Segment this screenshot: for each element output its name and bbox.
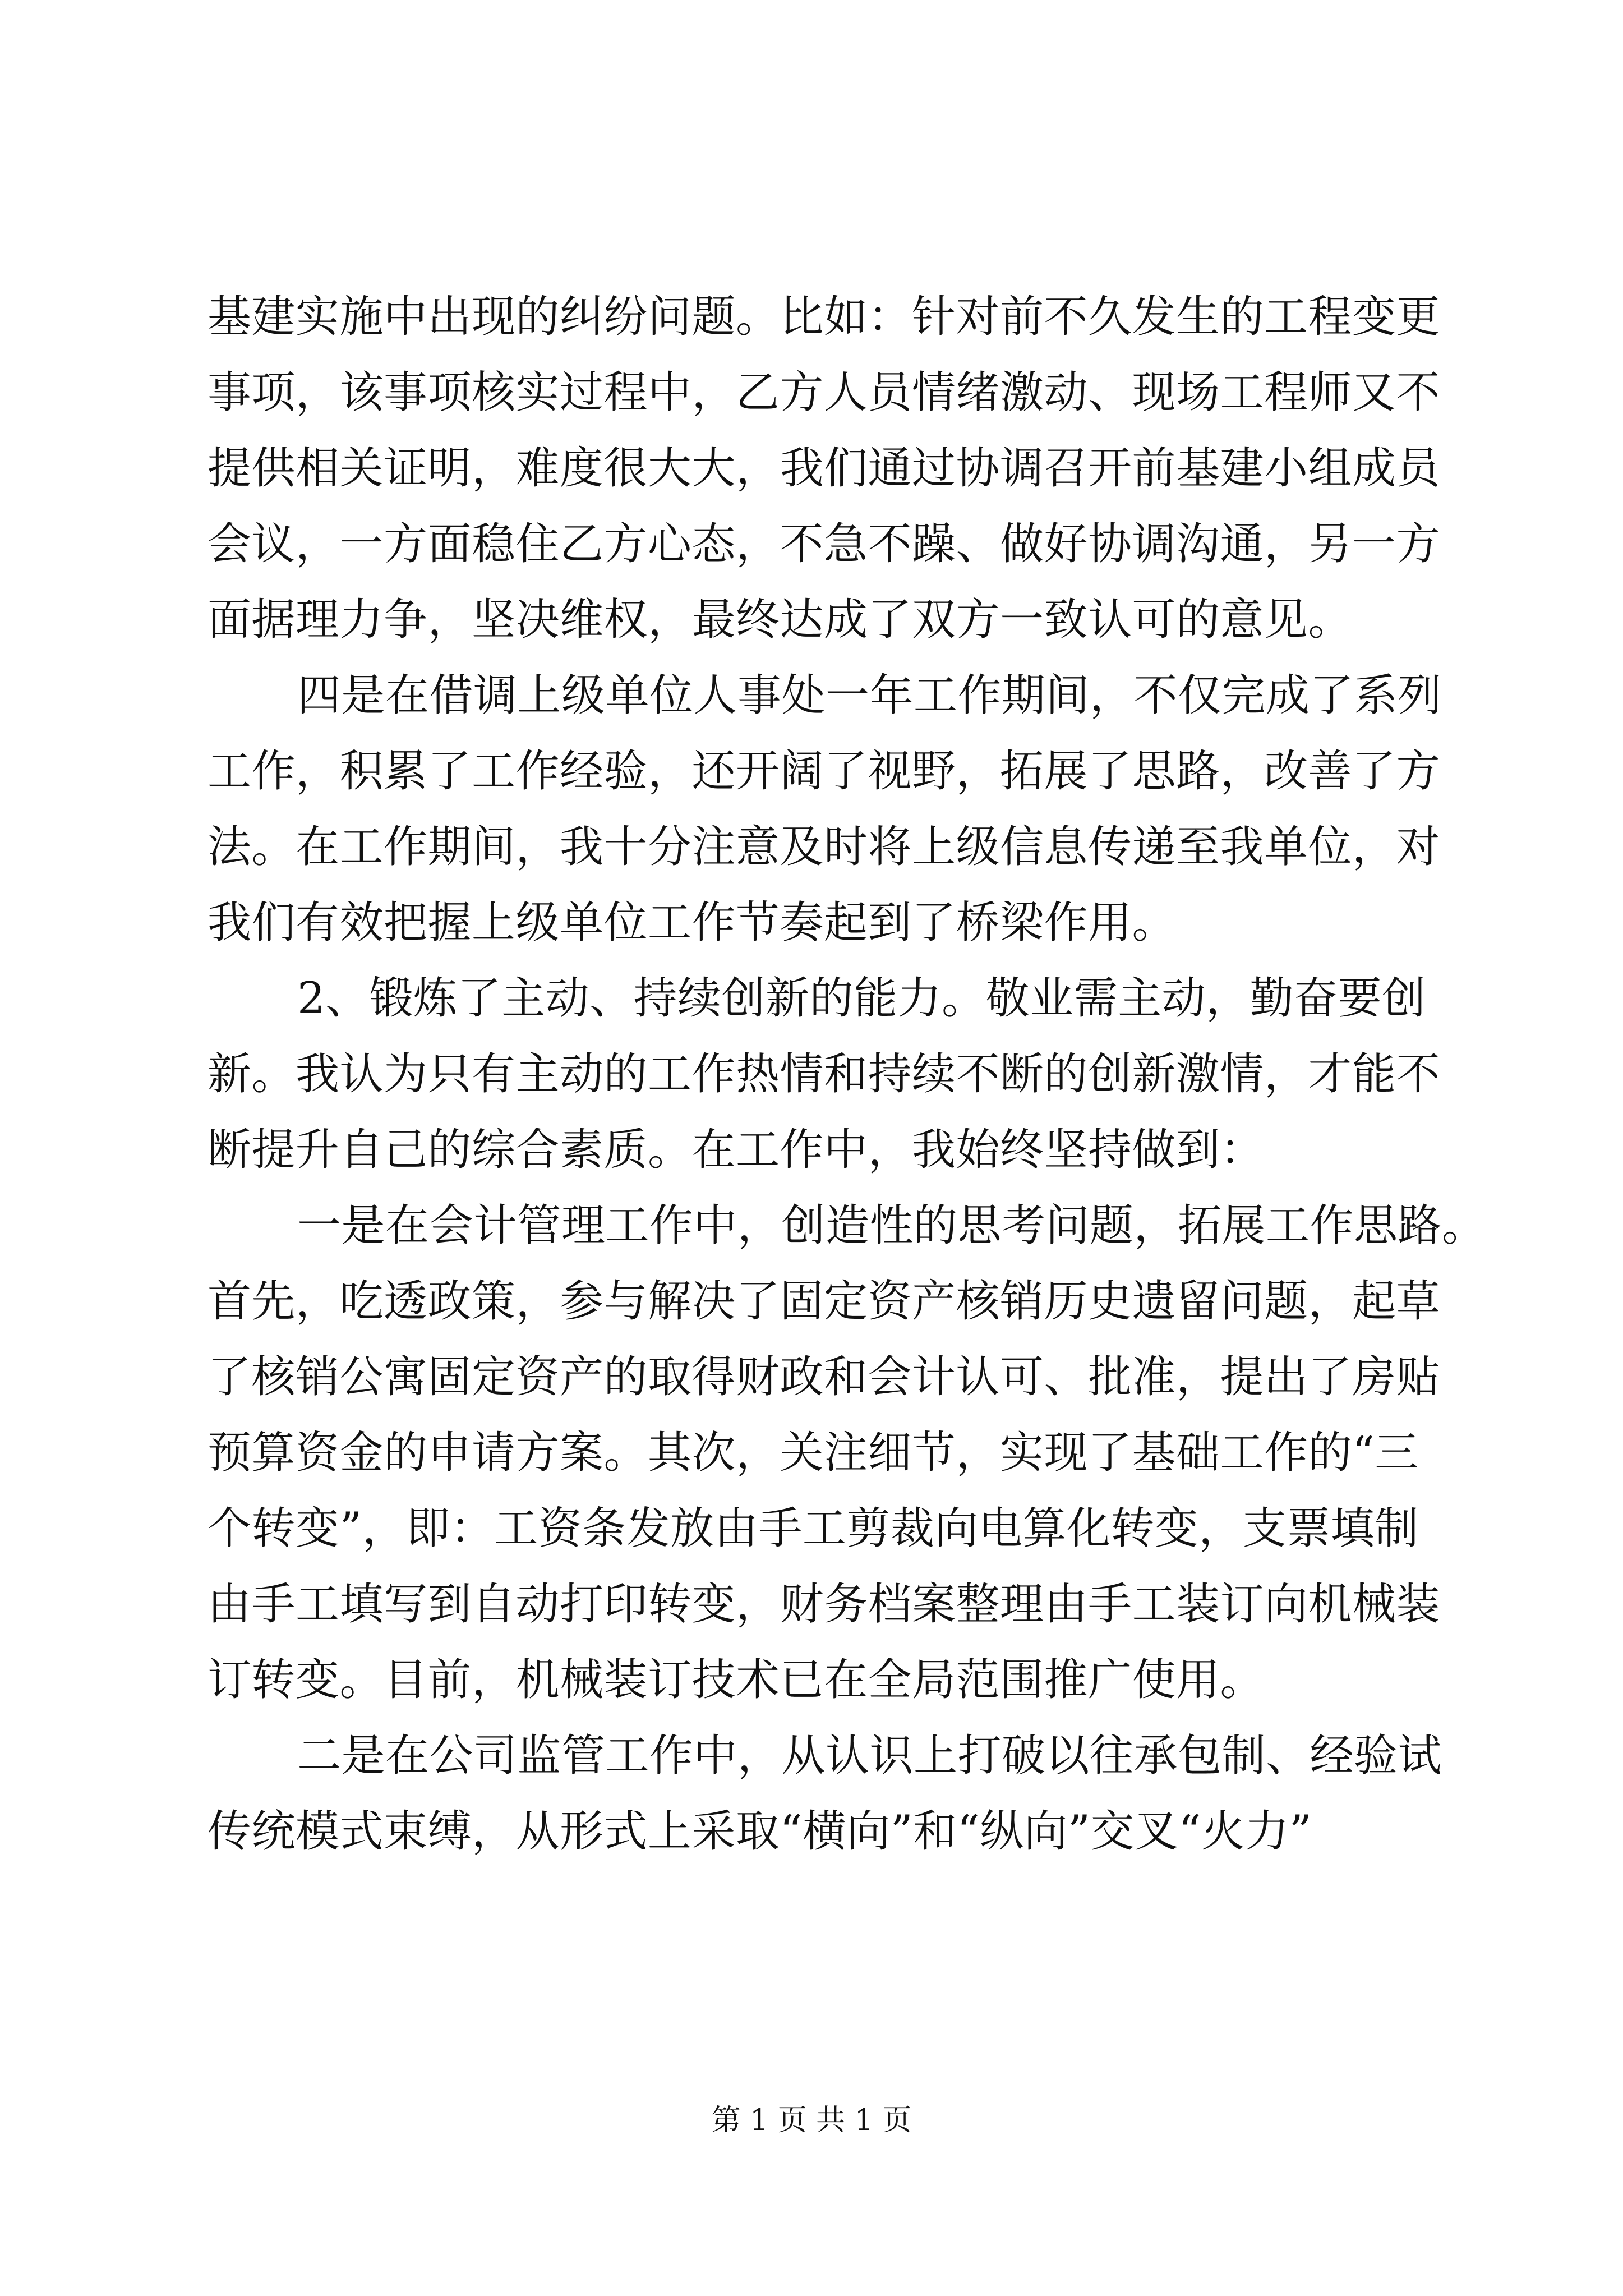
text-line: 基建实施中出现的纠纷问题。比如：针对前不久发生的工程变更 (208, 292, 1441, 342)
text-line: 新。我认为只有主动的工作热情和持续不断的创新激情，才能不 (208, 1049, 1441, 1099)
text-line: 事项，该事项核实过程中，乙方人员情绪激动、现场工程师又不 (208, 367, 1441, 418)
text-line: 预算资金的申请方案。其次，关注细节，实现了基础工作的“三 (208, 1428, 1419, 1478)
text-line: 2、锻炼了主动、持续创新的能力。敬业需主动，勤奋要创 (297, 973, 1426, 1024)
text-line: 传统模式束缚，从形式上采取“横向”和“纵向”交叉“火力” (208, 1806, 1312, 1857)
text-line: 会议，一方面稳住乙方心态，不急不躁、做好协调沟通，另一方 (208, 519, 1441, 569)
text-line: 首先，吃透政策，参与解决了固定资产核销历史遗留问题，起草 (208, 1276, 1441, 1327)
text-line: 断提升自己的综合素质。在工作中，我始终坚持做到： (208, 1125, 1265, 1175)
text-line: 提供相关证明，难度很大大，我们通过协调召开前基建小组成员 (208, 443, 1441, 494)
text-line: 我们有效把握上级单位工作节奏起到了桥梁作用。 (208, 898, 1177, 948)
text-line: 个转变”，即：工资条发放由手工剪裁向电算化转变，支票填制 (208, 1503, 1419, 1554)
text-line: 法。在工作期间，我十分注意及时将上级信息传递至我单位，对 (208, 822, 1441, 872)
text-line: 工作，积累了工作经验，还开阔了视野，拓展了思路，改善了方 (208, 746, 1441, 797)
text-line: 由手工填写到自动打印转变，财务档案整理由手工装订向机械装 (208, 1579, 1441, 1630)
text-line: 面据理力争，坚决维权，最终达成了双方一致认可的意见。 (208, 595, 1353, 645)
text-line: 订转变。目前，机械装订技术已在全局范围推广使用。 (208, 1655, 1265, 1705)
text-line: 一是在会计管理工作中，创造性的思考问题，拓展工作思路。 (297, 1200, 1486, 1251)
text-line: 四是在借调上级单位人事处一年工作期间，不仅完成了系列 (297, 670, 1442, 721)
text-line: 了核销公寓固定资产的取得财政和会计认可、批准，提出了房贴 (208, 1352, 1441, 1402)
page-footer: 第 1 页 共 1 页 (711, 2104, 912, 2137)
text-line: 二是在公司监管工作中，从认识上打破以往承包制、经验试 (297, 1731, 1442, 1781)
